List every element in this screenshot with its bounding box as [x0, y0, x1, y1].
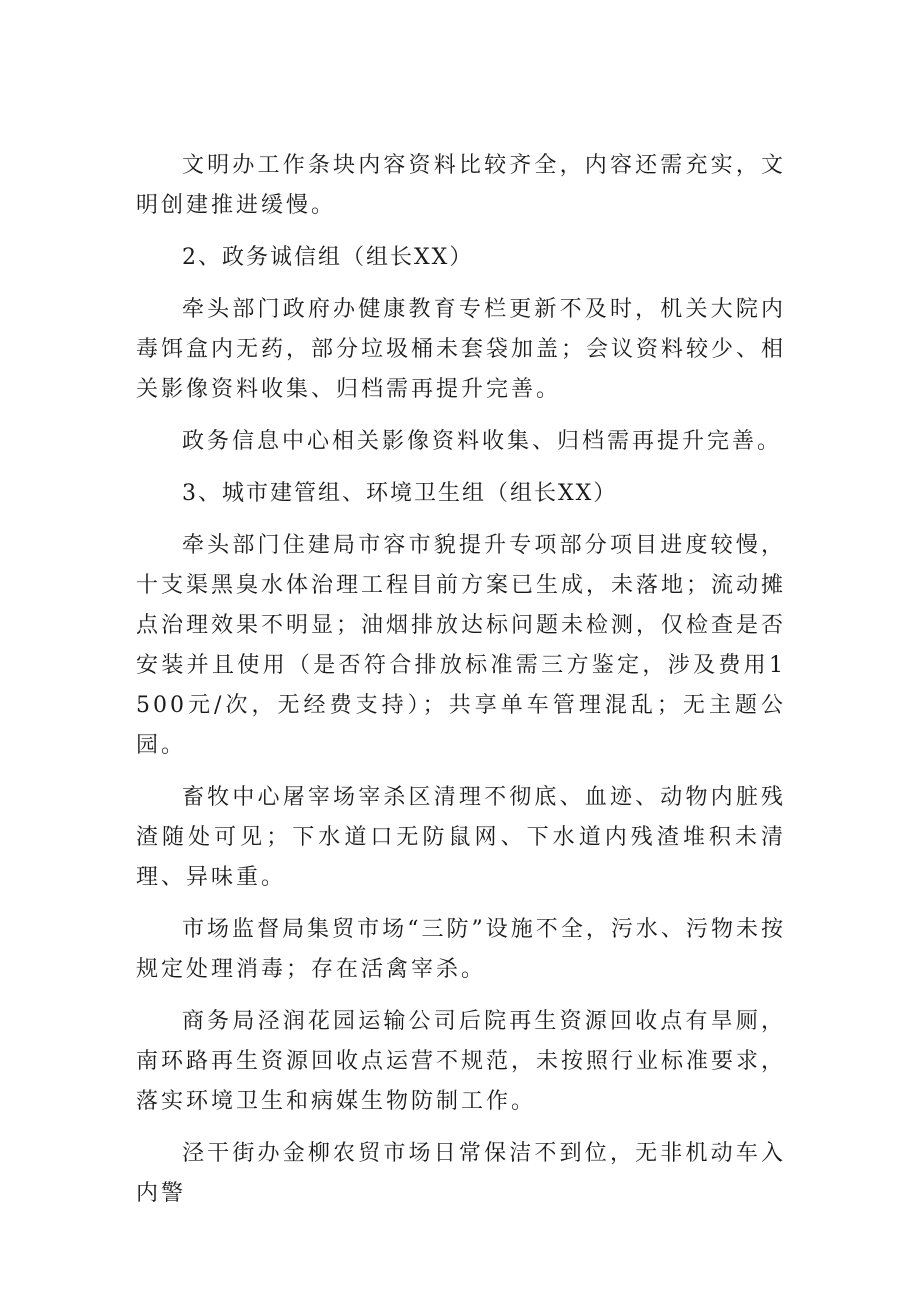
paragraph-market-supervision: 市场监督局集贸市场“三防”设施不全，污水、污物未按规定处理消毒；存在活禽宰杀。	[136, 917, 786, 982]
document-body	[136, 146, 786, 1226]
paragraph-jinggan-street-office: 泾干街办金柳农贸市场日常保洁不到位，无非机动车入内警	[136, 1141, 786, 1206]
section-heading-government-integrity: 2、政务诚信组（组长XX）	[182, 245, 474, 270]
paragraph-civilization-office: 文明办工作条块内容资料比较齐全，内容还需充实，文明创建推进缓慢。	[136, 153, 786, 218]
paragraph-government-office: 牵头部门政府办健康教育专栏更新不及时，机关大院内毒饵盒内无药，部分垃圾桶未套袋加盖；会议资料较少、相关影像资料收集、归档需再提升完善。	[136, 297, 787, 402]
paragraph-livestock-center: 畜牧中心屠宰场宰杀区清理不彻底、血迹、动物内脏残渣随处可见；下水道口无防鼠网、下水道内残渣堆积未清理、异味重。	[136, 785, 786, 890]
paragraph-commerce-bureau: 商务局泾润花园运输公司后院再生资源回收点有旱厕，南环路再生资源回收点运营不规范，未按照行业标准要求，落实环境卫生和病媒生物防制工作。	[136, 1009, 787, 1114]
paragraph-housing-bureau: 牵头部门住建局市容市貌提升专项部分项目进度较慢，十支渠黑臭水体治理工程目前方案已生成，未落地；流动摊点治理效果不明显；油烟排放达标问题未检测，仅检查是否安装并且使用（是否符合排放标准需三方鉴定，涉及费用1500元/次，无经费支持）；共享单车管理混乱；无主题公园。	[136, 533, 787, 758]
section-heading-urban-construction: 3、城市建管组、环境卫生组（组长XX）	[182, 481, 618, 506]
paragraph-information-center: 政务信息中心相关影像资料收集、归档需再提升完善。	[182, 429, 783, 454]
